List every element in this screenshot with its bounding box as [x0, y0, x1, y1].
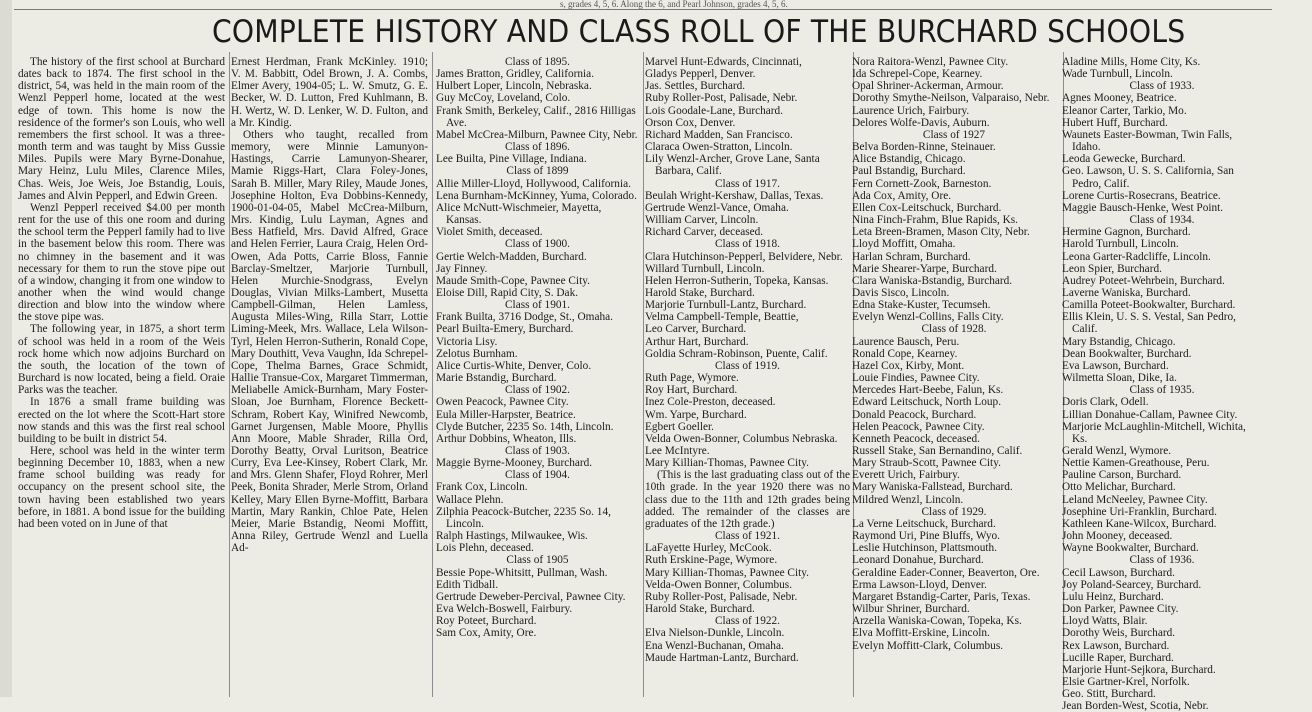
graduate-entry: Arzella Waniska-Cowan, Topeka, Ks.: [852, 615, 1022, 628]
graduate-entry: Eula Miller-Harpster, Beatrice.: [436, 408, 576, 421]
graduate-entry: Edith Tidball.: [436, 578, 499, 591]
article-paragraph: Here, school was held in the winter term beginning December 10, 1883, when a new frame school building was ready for occupancy on the present school site, the town having been established two years before, in 1881. A bond issue for the building had been voted on in June of that: [18, 445, 225, 530]
graduate-entry: Ruth Erskine-Page, Wymore.: [645, 554, 778, 567]
graduate-entry: Elva Moffitt-Erskine, Lincoln.: [852, 627, 990, 640]
graduate-entry: Opal Shriner-Ackerman, Armour.: [852, 80, 1004, 93]
graduate-entry: Hermine Gagnon, Burchard.: [1062, 226, 1191, 239]
graduate-entry: Helen Herron-Sutherin, Topeka, Kansas.: [645, 274, 829, 287]
graduate-entry: Jean Borden-West, Scotia, Nebr.: [1062, 700, 1209, 712]
graduate-entry: Russell Stake, San Bernandino, Calif.: [852, 445, 1023, 457]
class-year-heading: Class of 1901.: [505, 299, 570, 312]
graduate-entry: Victoria Lisy.: [436, 335, 498, 348]
graduate-entry: Guy McCoy, Loveland, Colo.: [436, 92, 571, 105]
class-year-heading: Class of 1899: [506, 165, 569, 178]
class-year-heading: Class of 1895.: [505, 56, 570, 68]
graduate-entry: Waunets Easter-Bowman, Twin Falls, Idaho.: [1062, 128, 1233, 154]
graduate-entry: Lee Builta, Pine Village, Indiana.: [436, 153, 587, 166]
previous-article-fragment: s, grades 4, 5, 6. Along the 6, and Pearl Johnson, grades 4, 5, 6.: [560, 0, 788, 9]
class-year-heading: Class of 1918.: [715, 238, 780, 251]
graduate-entry: Evelyn Wenzl-Collins, Falls City.: [852, 311, 1004, 324]
graduate-entry: Lorene Curtis-Rosecrans, Beatrice.: [1062, 189, 1221, 202]
graduate-entry: Edna Stake-Kuster, Tecumseh.: [852, 299, 991, 312]
graduate-entry: Lloyd Moffitt, Omaha.: [852, 238, 956, 251]
graduate-entry: Geo. Lawson, U. S. S. California, San Pedro, Calif.: [1062, 165, 1234, 190]
graduate-entry: Marjorie McLaughlin-Mitchell, Wichita, Ks.: [1062, 420, 1246, 445]
graduate-entry: Roy Poteet, Burchard.: [436, 615, 537, 628]
graduate-entry: Raymond Uri, Pine Bluffs, Wyo.: [852, 530, 1000, 543]
top-rule: [14, 9, 1272, 10]
graduate-entry: Marie Bstandig, Burchard.: [436, 372, 557, 385]
class-roll-column-4: [1062, 56, 1262, 712]
graduate-entry: Laverne Waniska, Burchard.: [1062, 286, 1191, 299]
class-year-heading: Class of 1904.: [505, 469, 570, 482]
class-year-heading: Class of 1903.: [505, 445, 570, 457]
graduate-entry: Allie Miller-Lloyd, Hollywood, California.: [436, 177, 631, 190]
class-year-heading: Class of 1896.: [505, 141, 570, 154]
graduate-entry: Maude Hartman-Lantz, Burchard.: [645, 651, 799, 664]
graduate-entry: Don Parker, Pawnee City.: [1062, 603, 1179, 616]
graduate-entry: Wilmetta Sloan, Dike, Ia.: [1062, 372, 1177, 385]
graduate-entry: Nettie Kamen-Greathouse, Peru.: [1062, 457, 1210, 470]
class-roll-column-1: [436, 56, 639, 697]
graduate-entry: Lloyd Watts, Blair.: [1062, 615, 1148, 628]
graduate-entry: Leon Spier, Burchard.: [1062, 262, 1162, 275]
graduate-entry: Nina Finch-Frahm, Blue Rapids, Ks.: [852, 214, 1018, 227]
graduate-entry: Marvel Hunt-Edwards, Cincinnati,: [645, 56, 802, 68]
graduate-entry: Zilphia Peacock-Butcher, 2235 So. 14, Lincoln.: [436, 505, 611, 530]
graduate-entry: Maggie Byrne-Mooney, Burchard.: [436, 457, 593, 470]
graduate-entry: Clyde Butcher, 2235 So. 14th, Lincoln.: [436, 420, 614, 433]
graduate-entry: Velda-Owen Bonner, Columbus.: [645, 578, 793, 591]
graduate-entry: Eleanor Carter, Tarkio, Mo.: [1062, 104, 1187, 117]
graduate-entry: Leslie Hutchinson, Plattsmouth.: [852, 542, 997, 555]
column-rule: [229, 52, 230, 697]
graduate-entry: Frank Smith, Berkeley, Calif., 2816 Hilligas Ave.: [436, 104, 636, 129]
page-left-margin: [0, 0, 12, 697]
class-year-heading: Class of 1929.: [921, 505, 987, 518]
graduate-entry: Rex Lawson, Burchard.: [1062, 639, 1170, 652]
graduate-entry: Geo. Stitt, Burchard.: [1062, 688, 1156, 701]
graduate-entry: Orson Cox, Denver.: [645, 116, 736, 129]
graduate-entry: Clara Hutchinson-Pepperl, Belvidere, Nebr.: [645, 250, 843, 263]
graduate-entry: Ruby Roller-Post, Palisade, Nebr.: [645, 590, 798, 603]
graduate-entry: Joy Poland-Searcey, Burchard.: [1062, 578, 1202, 591]
graduate-entry: Hubert Huff, Burchard.: [1062, 116, 1168, 129]
graduate-entry: Gertrude Deweber-Percival, Pawnee City.: [436, 590, 626, 603]
article-paragraph: Wenzl Pepperl received $4.00 per month rent for the use of this one room and during the school term the Pepperl family had to live in the basement below this room. There was no chimney in the basement and it was necessary for them to run the stove pipe out of a window, changing it from one window to another when the wind would change direction and blow into the window where the stove pipe was.: [18, 201, 225, 324]
graduate-entry: Bessie Pope-Whitsitt, Pullman, Wash.: [436, 566, 608, 579]
graduate-entry: Kenneth Peacock, deceased.: [852, 432, 980, 445]
graduate-entry: Laurence Bausch, Peru.: [852, 335, 960, 348]
graduate-entry: Hazel Cox, Kirby, Mont.: [852, 359, 965, 372]
graduate-entry: Velda Owen-Bonner, Columbus Nebraska.: [645, 432, 838, 445]
class-year-heading: Class of 1933.: [1129, 80, 1195, 93]
graduate-entry: Nora Raitora-Wenzl, Pawnee City.: [852, 56, 1009, 68]
class-year-heading: Class of 1936.: [1129, 554, 1195, 567]
graduate-entry: Louie Findies, Pawnee City.: [852, 372, 980, 385]
graduate-entry: Goldia Schram-Robinson, Puente, Calif.: [645, 347, 828, 360]
graduate-entry: Evelyn Moffitt-Clark, Columbus.: [852, 639, 1004, 652]
graduate-entry: Harold Stake, Burchard.: [645, 603, 755, 616]
graduate-entry: Audrey Poteet-Wehrbein, Burchard.: [1062, 274, 1225, 287]
article-paragraph: In 1876 a small frame building was erected on the lot where the Scott-Hart store now stands and this was the first real school building to be built in district 54.: [18, 396, 225, 445]
graduate-entry: Lois Plehn, deceased.: [436, 542, 534, 555]
graduate-entry: Dorothy Weis, Burchard.: [1062, 627, 1176, 640]
graduate-entry: Roy Hart, Burchard.: [645, 384, 738, 397]
graduate-entry: Lena Burnham-McKinney, Yuma, Colorado.: [436, 189, 637, 202]
graduate-entry: Jay Finney.: [436, 262, 488, 275]
graduate-entry: Helen Peacock, Pawnee City.: [852, 420, 985, 433]
class-year-heading: Class of 1922.: [715, 615, 780, 628]
graduate-entry: Wayne Bookwalter, Burchard.: [1062, 542, 1199, 555]
graduate-entry: Leonard Donahue, Burchard.: [852, 554, 984, 567]
class-year-heading: Class of 1935.: [1129, 384, 1195, 397]
class-year-heading: Class of 1905: [506, 554, 569, 567]
column-rule: [432, 52, 433, 697]
graduate-entry: Zelotus Burnham.: [436, 347, 518, 360]
graduate-entry: Wade Turnbull, Lincoln.: [1062, 68, 1173, 81]
class-year-heading: Class of 1919.: [715, 359, 780, 372]
graduate-entry: Wm. Yarpe, Burchard.: [645, 408, 747, 421]
graduate-entry: Gladys Pepperl, Denver.: [645, 68, 756, 81]
graduate-entry: Wilbur Shriner, Burchard.: [852, 603, 970, 616]
graduate-entry: Clara Waniska-Bstandig, Burchard.: [852, 274, 1013, 287]
graduate-entry: Ada Cox, Amity, Ore.: [852, 189, 952, 202]
graduate-entry: Mary Straub-Scott, Pawnee City.: [852, 457, 1001, 470]
graduate-entry: Ida Schrepel-Cope, Kearney.: [852, 68, 983, 81]
graduate-entry: Harold Turnbull, Lincoln.: [1062, 238, 1179, 251]
graduate-entry: Belva Borden-Rinne, Steinauer.: [852, 141, 996, 154]
graduate-entry: Gertie Welch-Madden, Burchard.: [436, 250, 587, 263]
class-roll-column-2: [645, 56, 850, 697]
graduate-entry: Gerald Wenzl, Wymore.: [1062, 445, 1172, 457]
graduate-entry: Everett Urich, Fairbury.: [852, 469, 960, 482]
graduate-entry: Josephine Uri-Franklin, Burchard.: [1062, 505, 1217, 518]
graduate-entry: Richard Madden, San Francisco.: [645, 128, 793, 141]
graduate-entry: Edward Leitschuck, North Loup.: [852, 396, 1002, 409]
graduate-entry: Mary Killian-Thomas, Pawnee City.: [645, 566, 809, 579]
graduate-entry: Ellis Klein, U. S. S. Vestal, San Pedro, Calif.: [1062, 311, 1236, 336]
column-rule: [643, 52, 644, 697]
graduate-entry: Leta Breen-Bramen, Mason City, Nebr.: [852, 226, 1030, 239]
graduate-entry: Jas. Settles, Burchard.: [645, 80, 746, 93]
class-year-heading: Class of 1900.: [505, 238, 570, 251]
graduate-entry: Arthur Hart, Burchard.: [645, 335, 749, 348]
graduate-entry: Mary Waniska-Fallstead, Burchard.: [852, 481, 1013, 494]
graduate-entry: Maude Smith-Cope, Pawnee City.: [436, 274, 590, 287]
graduate-entry: Wallace Plehn.: [436, 493, 504, 506]
article-paragraph: The history of the first school at Burchard dates back to 1874. The first school in the district, 54, was held in the main room of the Wenzl Pepperl home, located at the west edge of town. This home is now the residence of the former's son Louis, who well remembers the first school. It was a three-month term and was taught by Miss Gussie Miles. Pupils were Mary Byrne-Donahue, Mary Heinz, Lulu Miles, Clarence Miles, Chas. Weis, Joe Weis, Joe Bstandig, Louis, James and Alvin Pepperl, and Edwin Green.: [18, 56, 225, 202]
history-column-1: [18, 56, 225, 697]
graduate-entry: Lee McIntyre.: [645, 445, 710, 457]
graduate-entry: Lulu Heinz, Burchard.: [1062, 590, 1164, 603]
graduate-entry: Inez Cole-Preston, deceased.: [645, 396, 776, 409]
graduate-entry: Claraca Owen-Stratton, Lincoln.: [645, 141, 793, 154]
graduate-entry: Frank Cox, Lincoln.: [436, 481, 528, 494]
graduate-entry: Aladine Mills, Home City, Ks.: [1062, 56, 1201, 68]
graduate-entry: Eloise Dill, Rapid City, S. Dak.: [436, 286, 579, 299]
graduate-entry: Willard Turnbull, Lincoln.: [645, 262, 765, 275]
graduate-entry: Eva Lawson, Burchard.: [1062, 359, 1169, 372]
graduate-entry: Hulbert Loper, Lincoln, Nebraska.: [436, 80, 592, 93]
graduate-entry: Alice Curtis-White, Denver, Colo.: [436, 359, 592, 372]
graduate-entry: Camilla Poteet-Bookwalter, Burchard.: [1062, 299, 1236, 312]
graduate-entry: James Bratton, Gridley, California.: [436, 68, 595, 81]
graduate-entry: Paul Bstandig, Burchard.: [852, 165, 966, 178]
graduate-entry: Arthur Dobbins, Wheaton, Ills.: [436, 432, 577, 445]
graduate-entry: La Verne Leitschuck, Burchard.: [852, 517, 996, 530]
graduate-entry: Mary Bstandig, Chicago.: [1062, 335, 1176, 348]
graduate-entry: Harold Stake, Burchard.: [645, 286, 755, 299]
graduate-entry: Davis Sisco, Lincoln.: [852, 286, 950, 299]
graduate-entry: William Carver, Lincoln.: [645, 214, 759, 227]
class-year-heading: Class of 1928.: [921, 323, 987, 336]
history-column-2: [231, 56, 428, 697]
graduate-entry: Cecil Lawson, Burchard.: [1062, 566, 1175, 579]
graduate-entry: Lucille Raper, Burchard.: [1062, 651, 1174, 664]
graduate-entry: Ruby Roller-Post, Palisade, Nebr.: [645, 92, 798, 105]
article-paragraph: The following year, in 1875, a short term of school was held in a room of the Weis rock home which now adjoins Burchard on the south, the location of the town of Burchard is now located, being a field. Oraie Parks was the teacher.: [18, 323, 225, 397]
graduate-entry: Velma Campbell-Temple, Beattie,: [645, 311, 799, 324]
graduate-entry: Lillian Donahue-Callam, Pawnee City.: [1062, 408, 1238, 421]
graduate-entry: Ralph Hastings, Milwaukee, Wis.: [436, 530, 588, 543]
graduate-entry: Pearl Builta-Emery, Burchard.: [436, 323, 574, 336]
article-paragraph: Others who taught, recalled from memory, were Minnie Lamunyon-Hastings, Carrie Lamunyon-Shearer, Mamie Riggs-Hart, Clara Foley-Jones, Sarah B. Miller, Mary Riley, Maude Jones, Josephine Holton, Eva Dobbins-Kennedy, 1900-01-04-05, Mabel McCrea-Milburn, Mrs. Kindig, Lulu Layman, Agnes and Bess Hatfield, Mrs. David Alfred, Grace and Helen Ferrier, Laura Craig, Helen Ord-Owen, Ada Potts, Carrie Bloss, Fannie Barclay-Smeltzer, Marjorie Turnbull, Helen Murchie-Snodgrass, Evelyn Douglas, Vivian Milks-Lambert, Musetta Campbell-Gilman, Helen Lamless, Augusta Miles-Wing, Rilla Starr, Lottie Liming-Meek, Mrs. Wallace, Lela Wilson-Tyrl, Helen Herron-Sutherin, Ronald Cope, Mary Douthitt, Veva Vaughn, Ida Schrepel-Cope, Thelma Barnes, Grace Schmidt, Hallie Transue-Cox, Margaret Timmerman, Meliabelle Amick-Burnham, Mary Foster-Sloan, Joe Burnham, Florence Beckett-Schram, Robert Kay, Winifred Newcomb, Garnet Jurgensen, Mable Moore, Phyllis Ann Moore, Mable Shrader, Rilla Ord, Dorothy Beatty, Orval Luritson, Beatrice Curry, Eva Lee-Kinsey, Robert Clark, Mr. and Mrs. Glenn Shafer, Floyd Rohrer, Merl Peek, Bonita Shrader, Merle Strom, Orland Kelley, Mary Ellen Byrne-Moffitt, Barbara Martin, Mary Rankin, Chloe Pate, Helen Meier, Marie Bstandig, Neomi Moffitt, Anna Riley, Gertrude Wenzl and Luella Ad-: [231, 128, 428, 555]
graduate-entry: Laurence Urich, Fairbury.: [852, 104, 970, 117]
graduate-entry: Mabel McCrea-Milburn, Pawnee City, Nebr.: [436, 128, 638, 141]
graduate-entry: Sam Cox, Amity, Ore.: [436, 627, 537, 640]
graduate-entry: Leland McNeeley, Pawnee City.: [1062, 493, 1208, 506]
graduate-entry: Alice McNutt-Wischmeier, Mayetta, Kansas.: [436, 201, 602, 227]
graduate-entry: Elsie Gartner-Krel, Norfolk.: [1062, 675, 1190, 688]
headline: COMPLETE HISTORY AND CLASS ROLL OF THE BURCHARD SCHOOLS: [212, 14, 1186, 50]
graduate-entry: Ena Wenzl-Buchanan, Omaha.: [645, 639, 784, 652]
graduate-entry: Marjorie Turnbull-Lantz, Burchard.: [645, 299, 807, 312]
graduate-entry: Harlan Schram, Burchard.: [852, 250, 971, 263]
graduate-entry: Mildred Wenzl, Lincoln.: [852, 493, 964, 506]
class-roll-column-3: [852, 56, 1056, 697]
class-year-heading: Class of 1927: [922, 128, 986, 141]
graduate-entry: Leo Carver, Burchard.: [645, 323, 747, 336]
graduate-entry: Dorothy Smythe-Neilson, Valparaiso, Nebr.: [852, 92, 1050, 105]
graduate-entry: Gertrude Wenzl-Vance, Omaha.: [645, 201, 789, 214]
article-paragraph: Ernest Herdman, Frank McKinley. 1910; V. M. Babbitt, Odel Brown, J. A. Combs, Elmer Avery, 1904-05; L. W. Smutz, G. E. Becker, W. D. Lutton, Fred Kuhlmann, B. H. Wertz, W. D. Lenker, W. D. Fulton, and a Mr. Kindig.: [231, 56, 428, 129]
graduate-entry: Donald Peacock, Burchard.: [852, 408, 977, 421]
graduate-entry: Violet Smith, deceased.: [436, 226, 543, 239]
graduate-entry: Egbert Goeller.: [645, 420, 715, 433]
graduate-entry: Eva Welch-Boswell, Fairbury.: [436, 603, 573, 616]
graduate-entry: Leona Garter-Radcliffe, Lincoln.: [1062, 250, 1211, 263]
graduate-entry: Fern Cornett-Zook, Barneston.: [852, 177, 992, 190]
graduate-entry: Pauline Carson, Burchard.: [1062, 469, 1182, 482]
graduate-entry: Leoda Gewecke, Burchard.: [1062, 153, 1186, 166]
graduate-entry: Marie Shearer-Yarpe, Burchard.: [852, 262, 997, 275]
graduate-entry: Maggie Bausch-Henke, West Point.: [1062, 201, 1224, 214]
graduate-entry: Frank Builta, 3716 Dodge, St., Omaha.: [436, 311, 613, 324]
graduate-entry: Marjorie Hunt-Sejkora, Burchard.: [1062, 663, 1216, 676]
class-year-heading: Class of 1917.: [715, 177, 780, 190]
editorial-note: (This is the last graduating class out of the 10th grade. In the year 1920 there was no class due to the 11th and 12th grades being added. The remainder of the classes are graduates of the 12th grade.): [645, 469, 850, 530]
graduate-entry: Doris Clark, Odell.: [1062, 396, 1149, 409]
graduate-entry: Geraldine Eader-Conner, Beaverton, Ore.: [852, 566, 1040, 579]
graduate-entry: Owen Peacock, Pawnee City.: [436, 396, 569, 409]
class-year-heading: Class of 1921.: [715, 530, 780, 543]
graduate-entry: Alice Bstandig, Chicago.: [852, 153, 966, 166]
graduate-entry: Lois Goodale-Lane, Burchard.: [645, 104, 784, 117]
graduate-entry: Agnes Mooney, Beatrice.: [1062, 92, 1177, 105]
graduate-entry: Mary Killian-Thomas, Pawnee City.: [645, 457, 809, 470]
graduate-entry: Otto Melichar, Burchard.: [1062, 481, 1176, 494]
graduate-entry: John Mooney, deceased.: [1062, 530, 1173, 543]
graduate-entry: Dean Bookwalter, Burchard.: [1062, 347, 1192, 360]
graduate-entry: Kathleen Kane-Wilcox, Burchard.: [1062, 517, 1217, 530]
graduate-entry: Delores Wolfe-Davis, Auburn.: [852, 116, 990, 129]
graduate-entry: Ronald Cope, Kearney.: [852, 347, 958, 360]
graduate-entry: Ellen Cox-Leitschuck, Burchard.: [852, 201, 1002, 214]
graduate-entry: Elva Nielson-Dunkle, Lincoln.: [645, 627, 785, 640]
graduate-entry: Mercedes Hart-Beebe, Falun, Ks.: [852, 384, 1004, 397]
graduate-entry: Beulah Wright-Kershaw, Dallas, Texas.: [645, 189, 824, 202]
graduate-entry: Richard Carver, deceased.: [645, 226, 764, 239]
class-year-heading: Class of 1902.: [505, 384, 570, 397]
graduate-entry: Erma Lawson-Lloyd, Denver.: [852, 578, 987, 591]
graduate-entry: Ruth Page, Wymore.: [645, 372, 739, 385]
graduate-entry: Lily Wenzl-Archer, Grove Lane, Santa Barbara, Calif.: [645, 153, 820, 178]
class-year-heading: Class of 1934.: [1129, 214, 1195, 227]
graduate-entry: LaFayette Hurley, McCook.: [645, 542, 772, 555]
graduate-entry: Margaret Bstandig-Carter, Paris, Texas.: [852, 590, 1031, 603]
